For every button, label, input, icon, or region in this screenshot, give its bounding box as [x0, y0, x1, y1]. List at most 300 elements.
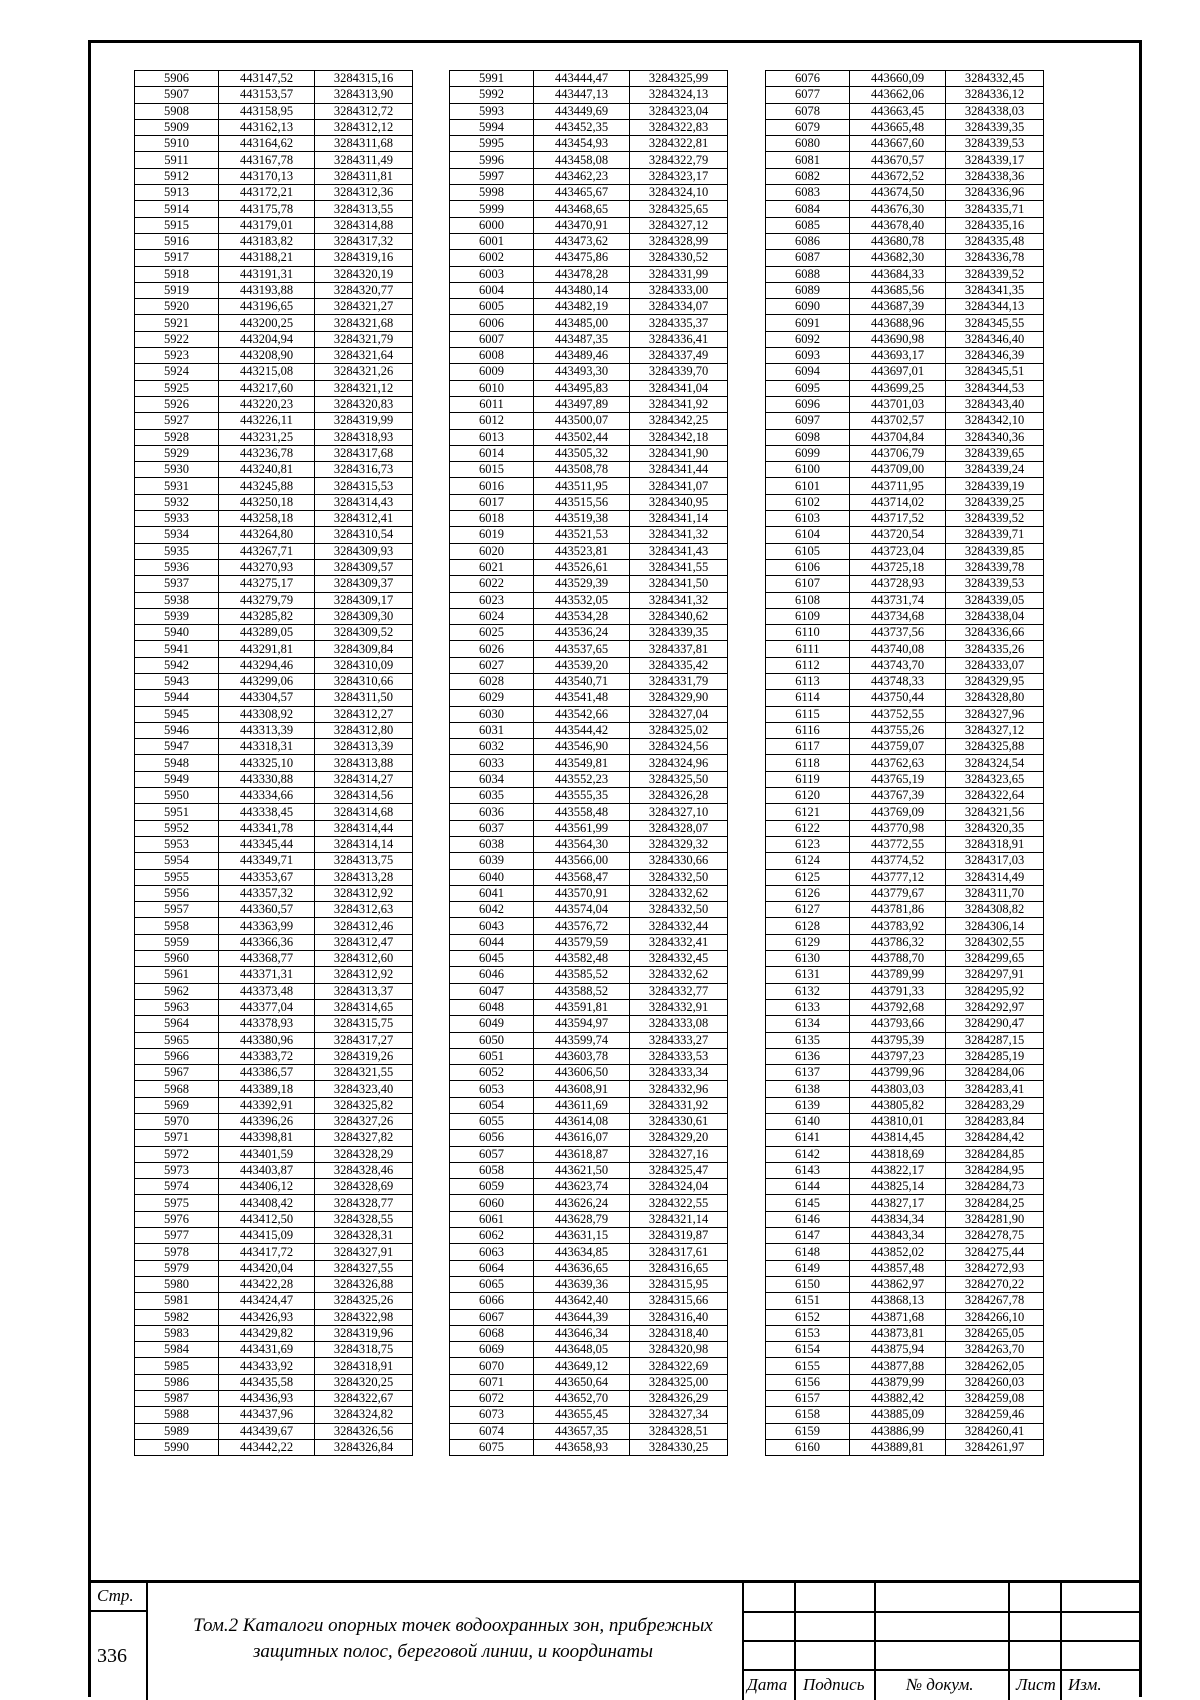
table-row — [766, 396, 1044, 412]
x-coordinate-cell: 443465,67 — [534, 185, 630, 201]
table-row — [766, 1228, 1044, 1244]
y-coordinate-cell: 3284299,65 — [946, 951, 1044, 967]
table-row — [135, 266, 413, 282]
y-coordinate-cell: 3284320,35 — [946, 820, 1044, 836]
point-number-cell: 5948 — [135, 755, 219, 771]
table-row — [450, 299, 728, 315]
y-coordinate-cell: 3284337,81 — [630, 641, 728, 657]
table-row — [766, 1048, 1044, 1064]
table-row — [135, 1114, 413, 1130]
point-number-cell: 6000 — [450, 217, 534, 233]
point-number-cell: 6073 — [450, 1407, 534, 1423]
table-row — [766, 1260, 1044, 1276]
x-coordinate-cell: 443674,50 — [850, 185, 946, 201]
x-coordinate-cell: 443799,96 — [850, 1065, 946, 1081]
table-row — [135, 364, 413, 380]
y-coordinate-cell: 3284326,88 — [315, 1276, 413, 1292]
x-coordinate-cell: 443728,93 — [850, 576, 946, 592]
table-row — [766, 885, 1044, 901]
table-row — [766, 185, 1044, 201]
point-number-cell: 5997 — [450, 168, 534, 184]
point-number-cell: 6105 — [766, 543, 850, 559]
point-number-cell: 6118 — [766, 755, 850, 771]
table-row — [450, 119, 728, 135]
y-coordinate-cell: 3284342,18 — [630, 429, 728, 445]
y-coordinate-cell: 3284327,96 — [946, 706, 1044, 722]
point-number-cell: 6150 — [766, 1276, 850, 1292]
point-number-cell: 6147 — [766, 1228, 850, 1244]
table-row — [766, 1325, 1044, 1341]
y-coordinate-cell: 3284306,14 — [946, 918, 1044, 934]
x-coordinate-cell: 443164,62 — [219, 136, 315, 152]
x-coordinate-cell: 443417,72 — [219, 1244, 315, 1260]
point-number-cell: 5994 — [450, 119, 534, 135]
x-coordinate-cell: 443611,69 — [534, 1097, 630, 1113]
y-coordinate-cell: 3284311,70 — [946, 885, 1044, 901]
point-number-cell: 6081 — [766, 152, 850, 168]
point-number-cell: 6072 — [450, 1391, 534, 1407]
point-number-cell: 6129 — [766, 934, 850, 950]
point-number-cell: 5985 — [135, 1358, 219, 1374]
y-coordinate-cell: 3284283,84 — [946, 1114, 1044, 1130]
y-coordinate-cell: 3284339,52 — [946, 511, 1044, 527]
table-row — [766, 364, 1044, 380]
point-number-cell: 6010 — [450, 380, 534, 396]
y-coordinate-cell: 3284332,45 — [946, 71, 1044, 87]
y-coordinate-cell: 3284321,26 — [315, 364, 413, 380]
table-row — [450, 1016, 728, 1032]
x-coordinate-cell: 443489,46 — [534, 348, 630, 364]
table-row — [135, 673, 413, 689]
y-coordinate-cell: 3284341,55 — [630, 559, 728, 575]
y-coordinate-cell: 3284315,95 — [630, 1276, 728, 1292]
table-row — [135, 755, 413, 771]
x-coordinate-cell: 443599,74 — [534, 1032, 630, 1048]
point-number-cell: 6119 — [766, 771, 850, 787]
x-coordinate-cell: 443540,71 — [534, 673, 630, 689]
point-number-cell: 5953 — [135, 836, 219, 852]
x-coordinate-cell: 443797,23 — [850, 1048, 946, 1064]
x-coordinate-cell: 443291,81 — [219, 641, 315, 657]
point-number-cell: 6019 — [450, 527, 534, 543]
y-coordinate-cell: 3284321,68 — [315, 315, 413, 331]
x-coordinate-cell: 443313,39 — [219, 722, 315, 738]
y-coordinate-cell: 3284345,51 — [946, 364, 1044, 380]
table-row — [135, 934, 413, 950]
point-number-cell: 6007 — [450, 331, 534, 347]
x-coordinate-cell: 443670,57 — [850, 152, 946, 168]
x-coordinate-cell: 443579,59 — [534, 934, 630, 950]
point-number-cell: 5922 — [135, 331, 219, 347]
point-number-cell: 5962 — [135, 983, 219, 999]
point-number-cell: 5957 — [135, 902, 219, 918]
x-coordinate-cell: 443570,91 — [534, 885, 630, 901]
y-coordinate-cell: 3284323,40 — [315, 1081, 413, 1097]
table-row — [766, 445, 1044, 461]
table-row — [766, 1081, 1044, 1097]
x-coordinate-cell: 443687,39 — [850, 299, 946, 315]
x-coordinate-cell: 443693,17 — [850, 348, 946, 364]
x-coordinate-cell: 443822,17 — [850, 1162, 946, 1178]
y-coordinate-cell: 3284287,15 — [946, 1032, 1044, 1048]
x-coordinate-cell: 443458,08 — [534, 152, 630, 168]
point-number-cell: 5923 — [135, 348, 219, 364]
table-row — [450, 1309, 728, 1325]
point-number-cell: 6153 — [766, 1325, 850, 1341]
x-coordinate-cell: 443493,30 — [534, 364, 630, 380]
x-coordinate-cell: 443688,96 — [850, 315, 946, 331]
y-coordinate-cell: 3284339,19 — [946, 478, 1044, 494]
table-row — [450, 250, 728, 266]
point-number-cell: 6059 — [450, 1179, 534, 1195]
x-coordinate-cell: 443648,05 — [534, 1342, 630, 1358]
y-coordinate-cell: 3284328,46 — [315, 1162, 413, 1178]
point-number-cell: 5992 — [450, 87, 534, 103]
y-coordinate-cell: 3284325,82 — [315, 1097, 413, 1113]
y-coordinate-cell: 3284336,66 — [946, 625, 1044, 641]
y-coordinate-cell: 3284332,96 — [630, 1081, 728, 1097]
y-coordinate-cell: 3284341,32 — [630, 527, 728, 543]
point-number-cell: 6061 — [450, 1211, 534, 1227]
table-row — [135, 1423, 413, 1439]
y-coordinate-cell: 3284335,37 — [630, 315, 728, 331]
y-coordinate-cell: 3284341,44 — [630, 462, 728, 478]
y-coordinate-cell: 3284327,34 — [630, 1407, 728, 1423]
y-coordinate-cell: 3284314,65 — [315, 999, 413, 1015]
point-number-cell: 6029 — [450, 690, 534, 706]
coordinates-table-2 — [449, 70, 728, 1456]
y-coordinate-cell: 3284319,26 — [315, 1048, 413, 1064]
y-coordinate-cell: 3284330,52 — [630, 250, 728, 266]
table-row — [766, 1162, 1044, 1178]
x-coordinate-cell: 443676,30 — [850, 201, 946, 217]
x-coordinate-cell: 443680,78 — [850, 233, 946, 249]
point-number-cell: 5935 — [135, 543, 219, 559]
point-number-cell: 6128 — [766, 918, 850, 934]
x-coordinate-cell: 443153,57 — [219, 87, 315, 103]
x-coordinate-cell: 443803,03 — [850, 1081, 946, 1097]
y-coordinate-cell: 3284339,65 — [946, 445, 1044, 461]
table-row — [450, 755, 728, 771]
point-number-cell: 5988 — [135, 1407, 219, 1423]
y-coordinate-cell: 3284329,95 — [946, 673, 1044, 689]
y-coordinate-cell: 3284324,10 — [630, 185, 728, 201]
x-coordinate-cell: 443618,87 — [534, 1146, 630, 1162]
x-coordinate-cell: 443495,83 — [534, 380, 630, 396]
y-coordinate-cell: 3284327,12 — [630, 217, 728, 233]
x-coordinate-cell: 443791,33 — [850, 983, 946, 999]
title-block — [88, 1580, 1142, 1697]
point-number-cell: 6013 — [450, 429, 534, 445]
x-coordinate-cell: 443825,14 — [850, 1179, 946, 1195]
table-row — [766, 1097, 1044, 1113]
x-coordinate-cell: 443690,98 — [850, 331, 946, 347]
table-row — [766, 217, 1044, 233]
x-coordinate-cell: 443793,66 — [850, 1016, 946, 1032]
point-number-cell: 6159 — [766, 1423, 850, 1439]
table-row — [135, 1439, 413, 1455]
x-coordinate-cell: 443349,71 — [219, 853, 315, 869]
y-coordinate-cell: 3284322,55 — [630, 1195, 728, 1211]
table-row — [135, 1081, 413, 1097]
y-coordinate-cell: 3284313,75 — [315, 853, 413, 869]
table-row — [450, 168, 728, 184]
table-row — [135, 1016, 413, 1032]
point-number-cell: 5959 — [135, 934, 219, 950]
table-row — [450, 673, 728, 689]
y-coordinate-cell: 3284309,84 — [315, 641, 413, 657]
x-coordinate-cell: 443360,57 — [219, 902, 315, 918]
table-row — [450, 71, 728, 87]
y-coordinate-cell: 3284323,17 — [630, 168, 728, 184]
y-coordinate-cell: 3284316,73 — [315, 462, 413, 478]
point-number-cell: 5958 — [135, 918, 219, 934]
x-coordinate-cell: 443487,35 — [534, 331, 630, 347]
point-number-cell: 5951 — [135, 804, 219, 820]
x-coordinate-cell: 443240,81 — [219, 462, 315, 478]
point-number-cell: 6104 — [766, 527, 850, 543]
point-number-cell: 6011 — [450, 396, 534, 412]
table-row — [450, 1114, 728, 1130]
x-coordinate-cell: 443330,88 — [219, 771, 315, 787]
y-coordinate-cell: 3284322,83 — [630, 119, 728, 135]
point-number-cell: 6131 — [766, 967, 850, 983]
point-number-cell: 5971 — [135, 1130, 219, 1146]
y-coordinate-cell: 3284314,49 — [946, 869, 1044, 885]
table-row — [450, 820, 728, 836]
table-row — [766, 201, 1044, 217]
point-number-cell: 6002 — [450, 250, 534, 266]
table-row — [135, 1309, 413, 1325]
point-number-cell: 5954 — [135, 853, 219, 869]
x-coordinate-cell: 443299,06 — [219, 673, 315, 689]
x-coordinate-cell: 443435,58 — [219, 1374, 315, 1390]
table-row — [135, 918, 413, 934]
table-row — [766, 380, 1044, 396]
y-coordinate-cell: 3284327,16 — [630, 1146, 728, 1162]
point-number-cell: 5998 — [450, 185, 534, 201]
x-coordinate-cell: 443431,69 — [219, 1342, 315, 1358]
table-row — [135, 396, 413, 412]
table-row — [766, 1032, 1044, 1048]
table-row — [450, 951, 728, 967]
x-coordinate-cell: 443245,88 — [219, 478, 315, 494]
x-coordinate-cell: 443439,67 — [219, 1423, 315, 1439]
point-number-cell: 6062 — [450, 1228, 534, 1244]
y-coordinate-cell: 3284292,97 — [946, 999, 1044, 1015]
y-coordinate-cell: 3284329,20 — [630, 1130, 728, 1146]
x-coordinate-cell: 443644,39 — [534, 1309, 630, 1325]
y-coordinate-cell: 3284311,50 — [315, 690, 413, 706]
y-coordinate-cell: 3284322,69 — [630, 1358, 728, 1374]
point-number-cell: 6021 — [450, 559, 534, 575]
y-coordinate-cell: 3284326,84 — [315, 1439, 413, 1455]
y-coordinate-cell: 3284312,46 — [315, 918, 413, 934]
table-row — [135, 641, 413, 657]
y-coordinate-cell: 3284335,48 — [946, 233, 1044, 249]
table-row — [450, 445, 728, 461]
x-coordinate-cell: 443558,48 — [534, 804, 630, 820]
table-row — [135, 820, 413, 836]
table-row — [135, 511, 413, 527]
table-row — [766, 641, 1044, 657]
y-coordinate-cell: 3284321,79 — [315, 331, 413, 347]
y-coordinate-cell: 3284265,05 — [946, 1325, 1044, 1341]
x-coordinate-cell: 443236,78 — [219, 445, 315, 461]
table-row — [766, 1407, 1044, 1423]
point-number-cell: 5932 — [135, 494, 219, 510]
x-coordinate-cell: 443585,52 — [534, 967, 630, 983]
table-row — [135, 136, 413, 152]
point-number-cell: 6067 — [450, 1309, 534, 1325]
table-row — [135, 722, 413, 738]
point-number-cell: 5950 — [135, 788, 219, 804]
table-row — [135, 168, 413, 184]
x-coordinate-cell: 443779,67 — [850, 885, 946, 901]
point-number-cell: 6033 — [450, 755, 534, 771]
y-coordinate-cell: 3284318,91 — [315, 1358, 413, 1374]
y-coordinate-cell: 3284315,75 — [315, 1016, 413, 1032]
x-coordinate-cell: 443338,45 — [219, 804, 315, 820]
table-row — [766, 804, 1044, 820]
x-coordinate-cell: 443731,74 — [850, 592, 946, 608]
x-coordinate-cell: 443285,82 — [219, 608, 315, 624]
x-coordinate-cell: 443294,46 — [219, 657, 315, 673]
y-coordinate-cell: 3284325,02 — [630, 722, 728, 738]
point-number-cell: 5964 — [135, 1016, 219, 1032]
table-row — [766, 331, 1044, 347]
point-number-cell: 6077 — [766, 87, 850, 103]
point-number-cell: 6096 — [766, 396, 850, 412]
x-coordinate-cell: 443175,78 — [219, 201, 315, 217]
x-coordinate-cell: 443412,50 — [219, 1211, 315, 1227]
table-row — [450, 1081, 728, 1097]
x-coordinate-cell: 443734,68 — [850, 608, 946, 624]
point-number-cell: 6050 — [450, 1032, 534, 1048]
table-row — [135, 445, 413, 461]
x-coordinate-cell: 443308,92 — [219, 706, 315, 722]
point-number-cell: 5942 — [135, 657, 219, 673]
point-number-cell: 6100 — [766, 462, 850, 478]
y-coordinate-cell: 3284309,93 — [315, 543, 413, 559]
table-row — [135, 71, 413, 87]
table-row — [135, 87, 413, 103]
point-number-cell: 6079 — [766, 119, 850, 135]
point-number-cell: 5910 — [135, 136, 219, 152]
y-coordinate-cell: 3284343,40 — [946, 396, 1044, 412]
table-row — [766, 1374, 1044, 1390]
table-row — [135, 1211, 413, 1227]
document-title-line-2: защитных полос, береговой линии, и координаты — [252, 1641, 653, 1662]
point-number-cell: 6093 — [766, 348, 850, 364]
x-coordinate-cell: 443220,23 — [219, 396, 315, 412]
x-coordinate-cell: 443748,33 — [850, 673, 946, 689]
x-coordinate-cell: 443403,87 — [219, 1162, 315, 1178]
point-number-cell: 5990 — [135, 1439, 219, 1455]
table-row — [450, 608, 728, 624]
y-coordinate-cell: 3284262,05 — [946, 1358, 1044, 1374]
table-row — [450, 1407, 728, 1423]
table-row — [766, 1195, 1044, 1211]
table-row — [450, 706, 728, 722]
x-coordinate-cell: 443755,26 — [850, 722, 946, 738]
x-coordinate-cell: 443639,36 — [534, 1276, 630, 1292]
point-number-cell: 5952 — [135, 820, 219, 836]
point-number-cell: 6160 — [766, 1439, 850, 1455]
x-coordinate-cell: 443500,07 — [534, 413, 630, 429]
y-coordinate-cell: 3284321,14 — [630, 1211, 728, 1227]
point-number-cell: 5970 — [135, 1114, 219, 1130]
point-number-cell: 6030 — [450, 706, 534, 722]
table-row — [766, 1423, 1044, 1439]
y-coordinate-cell: 3284315,53 — [315, 478, 413, 494]
x-coordinate-cell: 443792,68 — [850, 999, 946, 1015]
x-coordinate-cell: 443682,30 — [850, 250, 946, 266]
y-coordinate-cell: 3284321,64 — [315, 348, 413, 364]
table-row — [450, 87, 728, 103]
y-coordinate-cell: 3284339,71 — [946, 527, 1044, 543]
doc-number-column-label: № докум. — [906, 1675, 974, 1694]
table-row — [450, 543, 728, 559]
x-coordinate-cell: 443788,70 — [850, 951, 946, 967]
table-row — [450, 1244, 728, 1260]
table-row — [450, 836, 728, 852]
table-row — [450, 885, 728, 901]
x-coordinate-cell: 443750,44 — [850, 690, 946, 706]
table-row — [766, 543, 1044, 559]
table-row — [450, 331, 728, 347]
y-coordinate-cell: 3284346,40 — [946, 331, 1044, 347]
point-number-cell: 6089 — [766, 282, 850, 298]
x-coordinate-cell: 443523,81 — [534, 543, 630, 559]
point-number-cell: 6094 — [766, 364, 850, 380]
y-coordinate-cell: 3284328,07 — [630, 820, 728, 836]
table-row — [450, 348, 728, 364]
x-coordinate-cell: 443770,98 — [850, 820, 946, 836]
point-number-cell: 6140 — [766, 1114, 850, 1130]
table-row — [135, 478, 413, 494]
x-coordinate-cell: 443555,35 — [534, 788, 630, 804]
x-coordinate-cell: 443408,42 — [219, 1195, 315, 1211]
table-row — [766, 755, 1044, 771]
table-row — [450, 739, 728, 755]
point-number-cell: 6108 — [766, 592, 850, 608]
table-row — [135, 1325, 413, 1341]
point-number-cell: 5914 — [135, 201, 219, 217]
y-coordinate-cell: 3284315,16 — [315, 71, 413, 87]
y-coordinate-cell: 3284324,13 — [630, 87, 728, 103]
table-row — [766, 1211, 1044, 1227]
x-coordinate-cell: 443389,18 — [219, 1081, 315, 1097]
point-number-cell: 6008 — [450, 348, 534, 364]
point-number-cell: 6036 — [450, 804, 534, 820]
x-coordinate-cell: 443767,39 — [850, 788, 946, 804]
table-row — [135, 1097, 413, 1113]
table-row — [766, 87, 1044, 103]
y-coordinate-cell: 3284321,12 — [315, 380, 413, 396]
table-row — [135, 1391, 413, 1407]
point-number-cell: 6001 — [450, 233, 534, 249]
table-row — [766, 527, 1044, 543]
table-row — [450, 1358, 728, 1374]
y-coordinate-cell: 3284328,77 — [315, 1195, 413, 1211]
table-row — [766, 1146, 1044, 1162]
point-number-cell: 6142 — [766, 1146, 850, 1162]
point-number-cell: 6070 — [450, 1358, 534, 1374]
table-row — [450, 853, 728, 869]
y-coordinate-cell: 3284341,92 — [630, 396, 728, 412]
table-row — [766, 299, 1044, 315]
